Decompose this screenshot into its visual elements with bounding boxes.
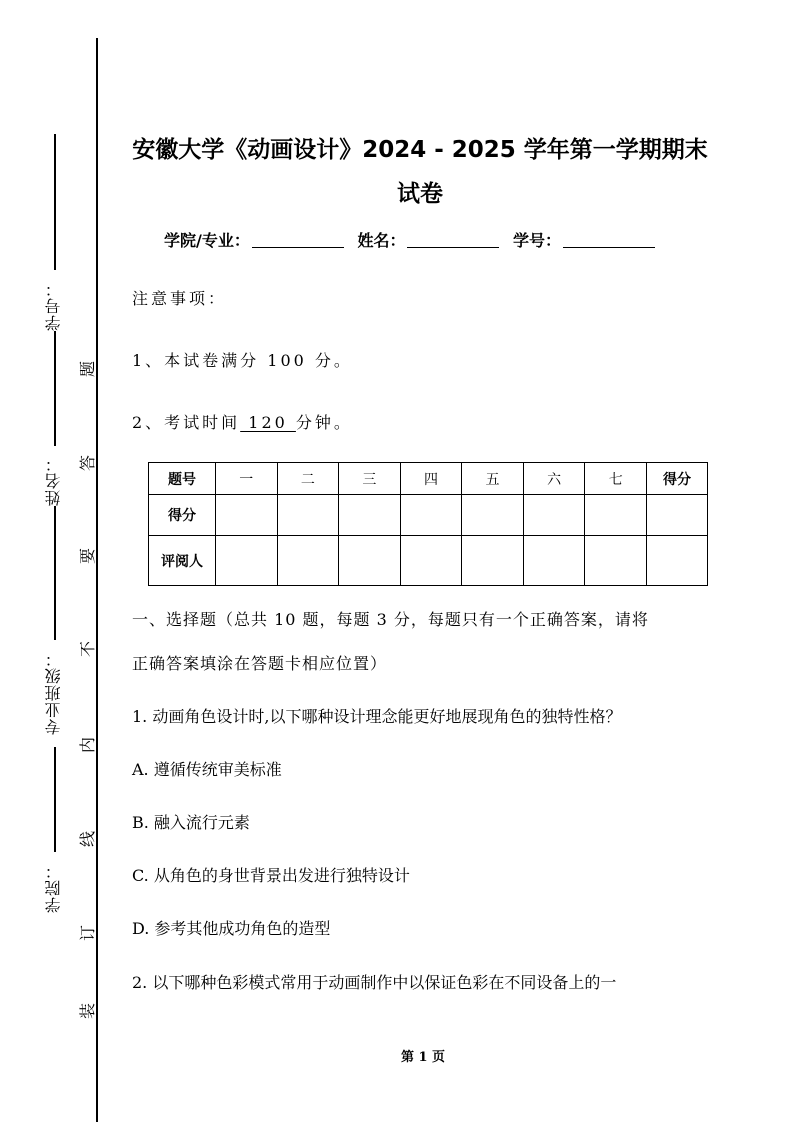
reviewer-cell[interactable] <box>400 536 462 586</box>
name-label: 姓名： <box>357 231 406 250</box>
header-cell: 一 <box>216 463 278 495</box>
binding-line-outer <box>96 38 98 1122</box>
score-cell[interactable] <box>400 495 462 536</box>
title-line-2: 试卷 <box>397 181 443 207</box>
header-cell: 得分 <box>647 463 708 495</box>
question-1-option-a[interactable]: A. 遵循传统审美标准 <box>132 760 282 779</box>
notes-heading: 注意事项： <box>132 289 228 308</box>
seal-char: 装 <box>78 1003 97 1020</box>
student-info-row <box>164 228 663 251</box>
seal-char: 线 <box>78 831 97 848</box>
exam-duration-value: 120 <box>240 413 296 432</box>
header-cell: 四 <box>400 463 462 495</box>
binding-line-segment <box>54 328 56 446</box>
section-1-heading-line-2: 正确答案填涂在答题卡相应位置） <box>132 654 388 673</box>
college-major-blank[interactable] <box>252 231 344 248</box>
score-table-header-row <box>149 463 708 495</box>
reviewer-cell[interactable] <box>523 536 585 586</box>
side-field-name: 姓名： <box>44 455 63 506</box>
side-field-college: 学院： <box>44 862 63 913</box>
header-cell: 题号 <box>149 463 216 495</box>
reviewer-cell[interactable] <box>647 536 708 586</box>
question-1-stem: 1. 动画角色设计时,以下哪种设计理念能更好地展现角色的独特性格？ <box>132 707 622 726</box>
note-item-2-prefix: 2、考试时间 <box>132 413 241 432</box>
question-1-option-d[interactable]: D. 参考其他成功角色的造型 <box>132 919 331 938</box>
section-1-heading-line-1: 一、选择题（总共 10 题，每题 3 分，每题只有一个正确答案，请将 <box>132 610 649 629</box>
reviewer-cell[interactable] <box>585 536 647 586</box>
seal-char: 内 <box>78 737 97 754</box>
side-field-student-id: 学号： <box>44 280 63 331</box>
row-label: 得分 <box>149 495 216 536</box>
score-cell[interactable] <box>647 495 708 536</box>
header-cell: 七 <box>585 463 647 495</box>
reviewer-cell[interactable] <box>339 536 401 586</box>
reviewer-row <box>149 536 708 586</box>
exam-title <box>120 128 720 216</box>
score-cell[interactable] <box>339 495 401 536</box>
question-2-stem: 2. 以下哪种色彩模式常用于动画制作中以保证色彩在不同设备上的一 <box>132 973 617 992</box>
score-cell[interactable] <box>216 495 278 536</box>
header-cell: 三 <box>339 463 401 495</box>
student-id-blank[interactable] <box>563 231 655 248</box>
name-blank[interactable] <box>407 231 499 248</box>
binding-line-segment <box>54 500 56 640</box>
score-cell[interactable] <box>585 495 647 536</box>
college-major-label: 学院/专业： <box>164 231 250 250</box>
seal-char: 订 <box>78 925 97 942</box>
binding-line-segment <box>54 134 56 270</box>
seal-char: 不 <box>78 641 97 658</box>
student-id-label: 学号： <box>513 231 562 250</box>
title-line-1: 安徽大学《动画设计》2024 - 2025 学年第一学期期末 <box>132 137 708 163</box>
note-item-2 <box>132 410 353 433</box>
question-1-option-b[interactable]: B. 融入流行元素 <box>132 813 250 832</box>
reviewer-cell[interactable] <box>462 536 524 586</box>
page-number: 第 1 页 <box>400 1050 446 1065</box>
note-item-1: 1、本试卷满分 100 分。 <box>132 351 353 370</box>
note-item-2-suffix: 分钟。 <box>295 413 353 432</box>
score-cell[interactable] <box>462 495 524 536</box>
seal-char: 要 <box>78 548 97 565</box>
reviewer-cell[interactable] <box>277 536 339 586</box>
seal-char: 答 <box>78 455 97 472</box>
score-row <box>149 495 708 536</box>
score-cell[interactable] <box>277 495 339 536</box>
header-cell: 五 <box>462 463 524 495</box>
seal-char: 题 <box>78 361 97 378</box>
row-label: 评阅人 <box>149 536 216 586</box>
binding-line-segment <box>54 747 56 852</box>
section-1-heading <box>132 598 712 686</box>
header-cell: 六 <box>523 463 585 495</box>
header-cell: 二 <box>277 463 339 495</box>
score-cell[interactable] <box>523 495 585 536</box>
question-1-option-c[interactable]: C. 从角色的身世背景出发进行独特设计 <box>132 866 410 885</box>
score-table <box>148 462 708 586</box>
reviewer-cell[interactable] <box>216 536 278 586</box>
side-field-major-class: 专业班级： <box>44 650 63 735</box>
